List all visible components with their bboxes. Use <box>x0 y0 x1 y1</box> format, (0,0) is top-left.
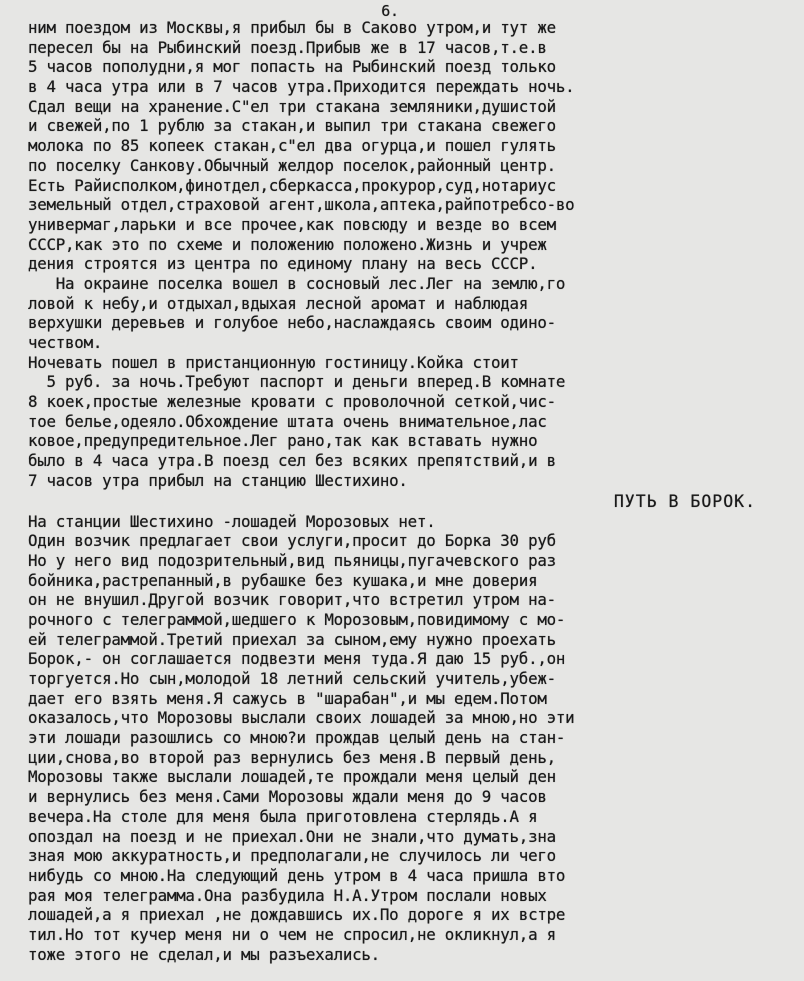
text-line: бойника,растрепанный,в рубашке без кушака,и мне доверия <box>28 570 538 590</box>
section-heading: ПУТЬ В БОРОК. <box>613 491 756 511</box>
text-line: дения строятся из центра по единому плану на весь СССР. <box>28 254 538 274</box>
text-line: лошадей,а я приехал ,не дождавшись их.По дороге я их встре <box>28 905 566 925</box>
text-line: зная мою аккуратность,и предполагали,не случилось ли чего <box>28 846 556 866</box>
text-line: тоже этого не сделал,и мы разъехались. <box>28 944 380 964</box>
text-line: тое белье,одеяло.Обхождение штата очень внимательное,лас <box>28 411 547 431</box>
text-line: На станции Шестихино -лошадей Морозовых нет. <box>28 511 436 531</box>
text-line: Ночевать пошел в пристанционную гостиницу.Койка стоит <box>28 352 519 372</box>
text-line: рая моя телеграмма.Она разбудила Н.А.Утром послали новых <box>28 885 547 905</box>
body-text-part-2 <box>28 512 792 965</box>
text-line: тил.Но тот кучер меня ни о чем не спросил,не окликнул,а я <box>28 924 556 944</box>
page-number: 6. <box>381 2 399 20</box>
text-line: рочного с телеграммой,шедшего к Морозовым,повидимому с мо- <box>28 609 566 629</box>
text-line: Морозовы также выслали лошадей,те прождали меня целый ден <box>28 767 556 787</box>
text-line: ковое,предупредительное.Лег рано,так как вставать нужно <box>28 431 538 451</box>
text-line: ей телеграммой.Третий приехал за сыном,ему нужно проехать <box>28 629 556 649</box>
text-line: 5 часов пополудни,я мог попасть на Рыбинский поезд только <box>28 57 556 77</box>
text-line: нибудь со мною.На следующий день утром в 4 часа пришла вто <box>28 865 566 885</box>
text-line: эти лошади разошлись со мною?и прождав целый день на стан- <box>28 728 566 748</box>
text-line: молока по 85 копеек стакан,с"ел два огурца,и пошел гулять <box>28 136 556 156</box>
text-line: земельный отдел,страховой агент,школа,аптека,райпотребсо-во <box>28 195 575 215</box>
text-line: он не внушил.Другой возчик говорит,что встретил утром на- <box>28 590 556 610</box>
text-line: 7 часов утра прибыл на станцию Шестихино. <box>28 470 408 490</box>
text-line: пересел бы на Рыбинский поезд.Прибыв же в 17 часов,т.е.в <box>28 37 547 57</box>
text-line: по поселку Санкову.Обычный желдор поселок,районный центр. <box>28 155 556 175</box>
text-line: 8 коек,простые железные кровати с проволочной сеткой,чис- <box>28 392 556 412</box>
text-line: оказалось,что Морозовы выслали своих лошадей за мною,но эти <box>28 708 575 728</box>
text-line: ции,снова,во второй раз вернулись без меня.В первый день, <box>28 747 556 767</box>
text-line: Есть Райисполком,финотдел,сберкасса,прокурор,суд,нотариус <box>28 175 556 195</box>
text-line: верхушки деревьев и голубое небо,наслаждаясь своим одино- <box>28 313 556 333</box>
text-line: дает его взять меня.Я сажусь в "шарабан",и мы едем.Потом <box>28 688 547 708</box>
text-line: в 4 часа утра или в 7 часов утра.Приходится переждать ночь. <box>28 77 575 97</box>
text-line: СССР,как это по схеме и положению положено.Жизнь и учреж <box>28 234 547 254</box>
text-line: было в 4 часа утра.В поезд сел без всяких препятствий,и в <box>28 451 556 471</box>
text-line: и свежей,по 1 рублю за стакан,и выпил три стакана свежего <box>28 116 556 136</box>
text-line: и вернулись без меня.Сами Морозовы ждали меня до 9 часов <box>28 787 547 807</box>
text-line: вечера.На столе для меня была приготовлена стерлядь.А я <box>28 806 538 826</box>
text-line: Сдал вещи на хранение.С"ел три стакана земляники,душистой <box>28 96 556 116</box>
text-line: опоздал на поезд и не приехал.Они не знали,что думать,зна <box>28 826 556 846</box>
text-line: Борок,- он соглашается подвезти меня туда.Я даю 15 руб.,он <box>28 649 566 669</box>
text-line: торгуется.Но сын,молодой 18 летний сельский учитель,убеж- <box>28 669 556 688</box>
text-line: 5 руб. за ночь.Требуют паспорт и деньги вперед.В комнате <box>28 372 566 392</box>
text-line: ловой к небу,и отдыхал,вдыхая лесной аромат и наблюдая <box>28 293 529 313</box>
body-text-part-1 <box>28 18 792 491</box>
text-line: ним поездом из Москвы,я прибыл бы в Саково утром,и тут же <box>28 18 556 37</box>
text-line: Один возчик предлагает свои услуги,просит до Борка 30 руб <box>28 531 556 551</box>
text-line: На окраине поселка вошел в сосновый лес.Лег на землю,го <box>28 273 566 293</box>
text-line: универмаг,ларьки и все прочее,как повсюду и везде во всем <box>28 214 556 234</box>
text-line: чеством. <box>28 333 103 352</box>
text-line: Но у него вид подозрительный,вид пьяницы,пугачевского раз <box>28 550 556 570</box>
